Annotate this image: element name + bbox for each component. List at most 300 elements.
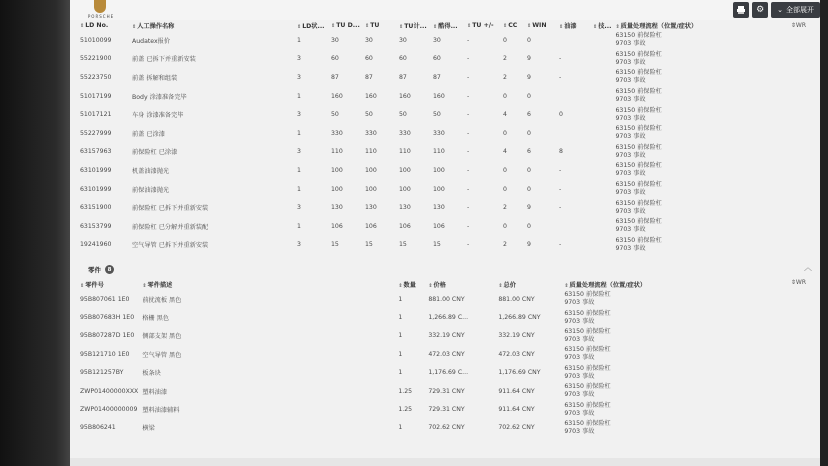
quality-location: 63150 前保险杠 [615,181,662,189]
parts-header-row [78,279,712,290]
col-header-price[interactable]: ⇕酷得... [433,23,458,30]
ld-status: 3 [297,73,301,81]
tu-d: 160 [331,92,343,100]
tu-d: 30 [331,36,339,44]
quality-symptom: 9703 事故 [615,77,646,85]
tu-calc: 110 [399,148,411,156]
win: 9 [527,241,531,249]
col-header-qty[interactable]: ⇕数量 [398,282,416,289]
labor-description: 车身 涂漆准备完毕 [132,112,184,120]
paint: - [559,241,562,249]
ld-status: 1 [297,222,301,230]
labor-price: 60 [433,55,441,63]
part-number: 95B807683H 1E0 [80,314,135,322]
labor-description: 空气导管 已拆下并重新安装 [132,242,209,250]
bottom-bar [70,458,820,466]
ld-status: 1 [297,185,301,193]
part-description: 塑料油漆 [142,388,168,396]
quality-location: 63150 前保险杠 [615,88,662,96]
labor-price: 160 [433,92,445,100]
cc: 0 [503,166,507,174]
gear-icon: ⚙ [756,5,765,15]
labor-row[interactable] [78,143,763,162]
tu-d: 130 [331,204,343,212]
quality-location: 63150 前保险杠 [615,236,662,244]
tu-calc: 15 [399,241,407,249]
quality-symptom: 9703 事故 [564,335,595,343]
logo-wordmark: PORSCHE [87,14,115,19]
paint: - [559,166,562,174]
parts-row[interactable] [78,327,712,345]
quality-location: 63150 前保险杠 [615,50,662,58]
labor-row[interactable] [78,198,763,217]
tu-plus-minus: - [467,222,470,230]
paint [557,31,591,50]
tu: 60 [365,55,373,63]
quality-process [613,105,763,124]
tu-d: 15 [331,241,339,249]
expand-all-label: 全部展开 [786,6,814,14]
quality-symptom: 9703 事故 [615,244,646,252]
labor-row[interactable] [78,180,763,199]
part-quantity: 1 [398,369,403,377]
ld-number: 63101999 [80,185,112,193]
tu-calc: 330 [399,129,411,137]
ld-status: 3 [297,241,301,249]
win: 9 [527,55,531,63]
part-number: 95B807287D 1E0 [80,332,135,340]
parts-row[interactable] [78,419,712,437]
quality-location: 63150 前保险杠 [564,327,611,335]
win: 0 [527,222,531,230]
parts-quality-process [562,364,712,382]
quality-location: 63150 前保险杠 [615,69,662,77]
quality-symptom: 9703 事故 [564,409,595,417]
print-button[interactable] [733,2,749,18]
col-header-tu-pm[interactable]: ⇕TU +/- [467,22,494,29]
quality-location: 63150 前保险杠 [615,32,662,40]
col-header-win[interactable]: ⇕WIN [527,22,547,29]
chevron-down-icon: ⌄ [777,6,783,14]
cc: 4 [503,148,507,156]
tu-d: 50 [331,111,339,119]
labor-description: 前盖 已涂漆 [132,130,165,138]
labor-price: 87 [433,73,441,81]
parts-quality-process [562,290,712,308]
ld-status: 3 [297,148,301,156]
tu-calc: 100 [399,166,411,174]
labor-row[interactable] [78,87,763,106]
tech [591,31,613,50]
labor-row[interactable] [78,124,763,143]
labor-row[interactable] [78,50,763,69]
part-unit-price: 729.31 CNY [428,406,465,414]
quality-process [613,68,763,87]
labor-price: 50 [433,111,441,119]
quality-symptom: 9703 事故 [615,226,646,234]
quality-symptom: 9703 事故 [564,354,595,362]
cc: 2 [503,55,507,63]
parts-quality-process [562,419,712,437]
ld-status: 1 [297,36,301,44]
paint: - [559,204,562,212]
settings-button[interactable] [752,2,768,18]
col-header-cc[interactable]: ⇕CC [503,22,518,29]
quality-symptom: 9703 事故 [615,207,646,215]
quality-symptom: 9703 事故 [615,170,646,178]
labor-description: 前保险杠 已拆下并重新安装 [132,205,209,213]
parts-row[interactable] [78,400,712,418]
parts-row[interactable] [78,345,712,363]
ld-status: 1 [297,166,301,174]
monitor-bezel-right [820,0,828,466]
col-header-wr[interactable]: ⇕WR [790,22,806,29]
parts-section-title: 零件 [88,266,101,274]
part-unit-price: 1,176.69 C... [428,369,469,377]
parts-count-badge: 8 [105,265,114,274]
quality-process [613,236,763,255]
part-number: ZWP01400000XXX [80,387,139,395]
part-description: 侧部支架 黑色 [142,333,182,341]
quality-location: 63150 前保险杠 [615,143,662,151]
paint: - [559,185,562,193]
tu: 330 [365,129,377,137]
ld-status: 3 [297,55,301,63]
quality-location: 63150 前保险杠 [564,291,611,299]
part-unit-price: 881.00 CNY [428,295,465,303]
tu-d: 110 [331,148,343,156]
quality-process [613,198,763,217]
col-header-tech[interactable]: ⇕技... [593,23,612,30]
tu-calc: 50 [399,111,407,119]
tu: 87 [365,73,373,81]
labor-price: 100 [433,166,445,174]
part-total-price: 702.62 CNY [498,424,535,432]
tu-plus-minus: - [467,148,470,156]
col-header-ld-no[interactable]: ⇕LD No. [80,22,109,29]
paint [557,217,591,236]
top-actions [733,2,820,18]
parts-row[interactable] [78,364,712,382]
labor-price: 130 [433,204,445,212]
win: 6 [527,111,531,119]
parts-row[interactable] [78,290,712,308]
part-quantity: 1 [398,332,403,340]
tu-d: 60 [331,55,339,63]
ld-number: 63101999 [80,166,112,174]
part-quantity: 1 [398,314,403,322]
labor-price: 15 [433,241,441,249]
part-total-price: 1,176.69 CNY [498,369,541,377]
tech [591,124,613,143]
quality-symptom: 9703 事故 [564,427,595,435]
labor-price: 106 [433,222,445,230]
labor-price: 30 [433,36,441,44]
col-header-unit-price[interactable]: ⇕价格 [428,282,446,289]
quality-symptom: 9703 事故 [615,114,646,122]
labor-description: 机盖油漆抛光 [132,167,170,175]
part-total-price: 472.03 CNY [498,350,535,358]
win: 0 [527,185,531,193]
tu-plus-minus: - [467,185,470,193]
tech [591,68,613,87]
collapse-chevron-icon[interactable]: ︿ [804,263,812,272]
part-quantity: 1.25 [398,406,413,414]
tu-calc: 100 [399,185,411,193]
part-description: 横梁 [142,425,155,433]
quality-location: 63150 前保险杠 [615,162,662,170]
part-unit-price: 729.31 CNY [428,387,465,395]
labor-row[interactable] [78,68,763,87]
quality-symptom: 9703 事故 [615,189,646,197]
part-description: 格栅 黑色 [142,315,170,323]
ld-number: 19241960 [80,241,112,249]
part-unit-price: 1,266.89 C... [428,314,469,322]
ld-number: 51017121 [80,111,112,119]
part-number: 95B121257BY [80,369,124,377]
win: 6 [527,148,531,156]
ld-number: 63151900 [80,204,112,212]
cc: 4 [503,111,507,119]
parts-quality-process [562,400,712,418]
labor-description: Audatex报价 [132,37,171,45]
cc: 0 [503,129,507,137]
tu-plus-minus: - [467,129,470,137]
part-number: ZWP01400000009 [80,406,138,414]
tu-calc: 87 [399,73,407,81]
col-header-tu-d[interactable]: ⇕TU D... [331,22,360,29]
quality-symptom: 9703 事故 [615,58,646,66]
win: 0 [527,129,531,137]
parts-quality-process [562,308,712,326]
col-header-desc[interactable]: ⇕人工操作名称 [132,23,175,30]
col-header-ld-status[interactable]: ⇕LD状... [297,23,325,30]
part-number: 95B807061 1E0 [80,295,130,303]
quality-symptom: 9703 事故 [615,151,646,159]
tu-plus-minus: - [467,73,470,81]
cc: 2 [503,204,507,212]
ld-number: 63153799 [80,222,112,230]
labor-row[interactable] [78,105,763,124]
paint: 8 [559,148,563,156]
col-header-parts-wr[interactable]: ⇕WR [790,279,806,286]
part-unit-price: 332.19 CNY [428,332,465,340]
paint [557,124,591,143]
quality-location: 63150 前保险杠 [615,106,662,114]
win: 0 [527,166,531,174]
parts-row[interactable] [78,382,712,400]
labor-description: 前保险杠 已分解并重新装配 [132,223,209,231]
win: 0 [527,36,531,44]
ld-status: 3 [297,204,301,212]
part-unit-price: 472.03 CNY [428,350,465,358]
part-unit-price: 702.62 CNY [428,424,465,432]
parts-section-header[interactable] [88,265,114,274]
quality-process [613,161,763,180]
tu-calc: 130 [399,204,411,212]
col-header-tu-calc[interactable]: ⇕TU计... [399,23,427,30]
parts-table [78,279,712,437]
parts-quality-process [562,345,712,363]
quality-process [613,124,763,143]
labor-header-row [78,20,763,31]
paint: 0 [559,111,563,119]
col-header-part-desc[interactable]: ⇕零件描述 [142,282,173,289]
quality-process [613,217,763,236]
tu-calc: 160 [399,92,411,100]
tu: 106 [365,222,377,230]
cc: 2 [503,73,507,81]
part-total-price: 1,266.89 CNY [498,314,541,322]
porsche-logo [80,0,120,20]
quality-location: 63150 前保险杠 [615,125,662,133]
win: 9 [527,204,531,212]
labor-price: 110 [433,148,445,156]
expand-all-button[interactable] [771,2,820,18]
tech [591,198,613,217]
tech [591,236,613,255]
ld-number: 63157963 [80,148,112,156]
labor-description: 前保险杠 已涂漆 [132,149,178,157]
tu: 160 [365,92,377,100]
tu-d: 100 [331,166,343,174]
part-quantity: 1 [398,424,403,432]
cc: 2 [503,241,507,249]
part-number: 95B121710 1E0 [80,350,130,358]
tu-d: 330 [331,129,343,137]
tu: 15 [365,241,373,249]
tu: 110 [365,148,377,156]
tu: 30 [365,36,373,44]
labor-row[interactable] [78,236,763,255]
tu-d: 106 [331,222,343,230]
tech [591,105,613,124]
part-description: 前扰流板 黑色 [142,296,182,304]
tu: 100 [365,166,377,174]
tu: 130 [365,204,377,212]
tu-calc: 30 [399,36,407,44]
ld-number: 55227999 [80,129,112,137]
quality-symptom: 9703 事故 [615,96,646,104]
paint [557,87,591,106]
labor-price: 100 [433,185,445,193]
quality-location: 63150 前保险杠 [564,309,611,317]
part-description: 空气导管 黑色 [142,351,182,359]
part-total-price: 881.00 CNY [498,295,535,303]
col-header-tu[interactable]: ⇕TU [365,22,380,29]
ld-status: 3 [297,111,301,119]
col-header-paint[interactable]: ⇕油漆 [559,23,577,30]
ld-number: 51017199 [80,92,112,100]
tu-plus-minus: - [467,55,470,63]
quality-symptom: 9703 事故 [564,299,595,307]
tu-plus-minus: - [467,36,470,44]
tu-plus-minus: - [467,92,470,100]
quality-location: 63150 前保险杠 [615,218,662,226]
top-bar [70,0,820,20]
part-total-price: 911.64 CNY [498,387,535,395]
part-number: 95B806241 [80,424,116,432]
quality-process [613,87,763,106]
app-screen [70,0,820,466]
part-quantity: 1 [398,295,403,303]
quality-process [613,180,763,199]
win: 0 [527,92,531,100]
labor-description: 前盖 已拆下并重新安装 [132,56,196,64]
tu: 100 [365,185,377,193]
ld-status: 1 [297,129,301,137]
labor-description: Body 涂漆准备完毕 [132,93,187,101]
porsche-crest-icon [94,0,106,13]
tu-d: 87 [331,73,339,81]
part-total-price: 911.64 CNY [498,406,535,414]
quality-symptom: 9703 事故 [564,317,595,325]
labor-row[interactable] [78,161,763,180]
cc: 0 [503,36,507,44]
part-description: 塑料油漆辅料 [142,407,180,415]
parts-quality-process [562,327,712,345]
col-header-part-no[interactable]: ⇕零件号 [80,282,104,289]
quality-location: 63150 前保险杠 [564,383,611,391]
tech [591,161,613,180]
quality-process [613,50,763,69]
part-description: 板条块 [142,370,161,378]
quality-symptom: 9703 事故 [615,40,646,48]
quality-location: 63150 前保险杠 [615,199,662,207]
quality-location: 63150 前保险杠 [564,364,611,372]
labor-row[interactable] [78,217,763,236]
tu-plus-minus: - [467,166,470,174]
labor-description: 前盖 拆解和组装 [132,74,178,82]
part-quantity: 1.25 [398,387,413,395]
tech [591,87,613,106]
tech [591,180,613,199]
win: 9 [527,73,531,81]
col-header-quality-process[interactable]: ⇕质量处理流程（位置/症状） [615,23,698,30]
labor-description: 前保油漆抛光 [132,186,170,194]
part-quantity: 1 [398,350,403,358]
cc: 0 [503,92,507,100]
parts-quality-process [562,382,712,400]
quality-process [613,31,763,50]
labor-price: 330 [433,129,445,137]
quality-symptom: 9703 事故 [564,372,595,380]
printer-icon [736,5,746,15]
part-total-price: 332.19 CNY [498,332,535,340]
col-header-parts-quality-process[interactable]: ⇕质量处理流程（位置/症状） [564,282,647,289]
tech [591,50,613,69]
tu-plus-minus: - [467,241,470,249]
quality-symptom: 9703 事故 [564,391,595,399]
labor-row[interactable] [78,31,763,50]
paint: - [559,55,562,63]
ld-number: 55223750 [80,73,112,81]
col-header-total[interactable]: ⇕总价 [498,282,516,289]
tu-plus-minus: - [467,204,470,212]
quality-location: 63150 前保险杠 [564,346,611,354]
ld-number: 51010099 [80,36,112,44]
ld-status: 1 [297,92,301,100]
parts-row[interactable] [78,308,712,326]
tu-calc: 106 [399,222,411,230]
quality-location: 63150 前保险杠 [564,401,611,409]
tu-calc: 60 [399,55,407,63]
tu-d: 100 [331,185,343,193]
tu: 50 [365,111,373,119]
cc: 0 [503,185,507,193]
tu-plus-minus: - [467,111,470,119]
paint: - [559,73,562,81]
